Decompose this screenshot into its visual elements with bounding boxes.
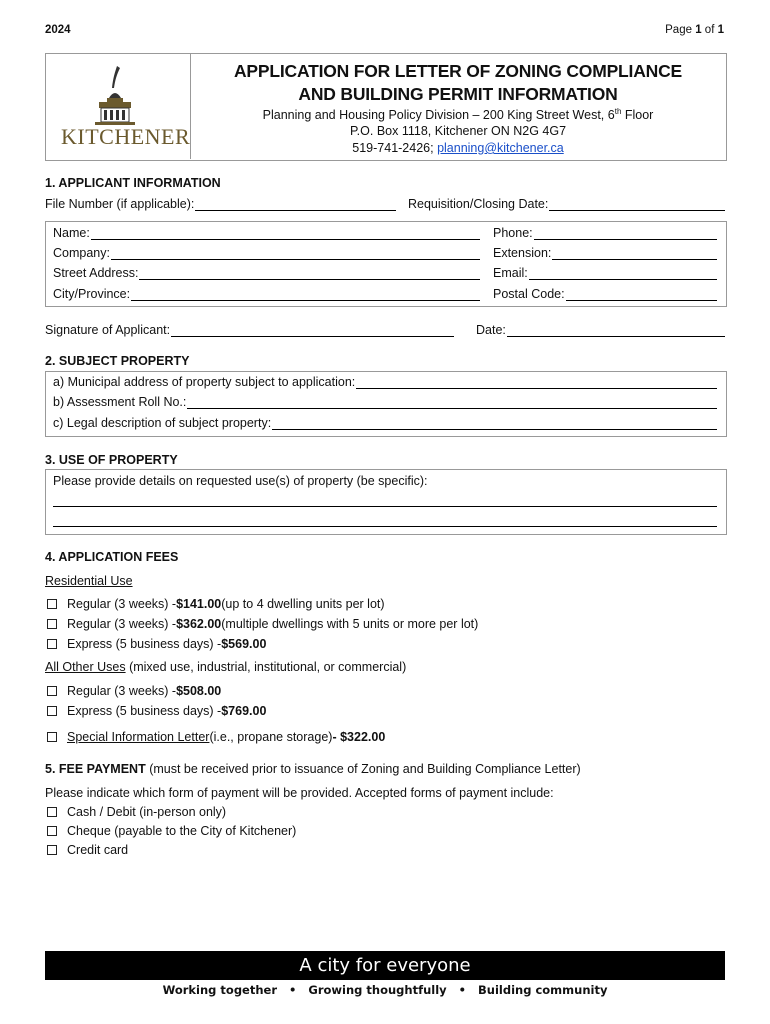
email-field[interactable]: Email: <box>493 266 717 280</box>
section3-heading: 3. USE OF PROPERTY <box>45 453 178 467</box>
checkbox[interactable] <box>47 706 57 716</box>
payment-prompt: Please indicate which form of payment will be provided. Accepted forms of payment include: <box>45 786 554 800</box>
option-residential-express[interactable]: Express (5 business days) - $569.00 <box>47 637 266 651</box>
street-address-field[interactable]: Street Address: <box>53 266 480 280</box>
city-province-field[interactable]: City/Province: <box>53 287 480 301</box>
checkbox[interactable] <box>47 826 57 836</box>
checkbox[interactable] <box>47 845 57 855</box>
extension-field[interactable]: Extension: <box>493 246 717 260</box>
checkbox[interactable] <box>47 732 57 742</box>
footer-slogan: A city for everyone <box>299 955 471 976</box>
section5-heading: 5. FEE PAYMENT (must be received prior to issuance of Zoning and Building Compliance Letter) <box>45 762 581 776</box>
option-other-express[interactable]: Express (5 business days) - $769.00 <box>47 704 266 718</box>
footer-banner <box>45 951 725 980</box>
phone-field[interactable]: Phone: <box>493 226 717 240</box>
page-indicator: Page 1 of 1 <box>665 24 724 36</box>
section4-heading: 4. APPLICATION FEES <box>45 550 179 564</box>
company-field[interactable]: Company: <box>53 246 480 260</box>
section1-heading: 1. APPLICANT INFORMATION <box>45 176 221 190</box>
footer-tagline: Working together • Growing thoughtfully • Building community <box>162 983 608 997</box>
checkbox[interactable] <box>47 619 57 629</box>
file-number-field[interactable]: File Number (if applicable): <box>45 197 396 211</box>
logo-wordmark: KITCHENER <box>61 124 191 149</box>
form-title-line2: AND BUILDING PERMIT INFORMATION <box>298 84 618 104</box>
checkbox[interactable] <box>47 686 57 696</box>
use-prompt: Please provide details on requested use(s) of property (be specific): <box>53 474 428 488</box>
signature-field[interactable]: Signature of Applicant: <box>45 323 454 337</box>
name-field[interactable]: Name: <box>53 226 480 240</box>
other-uses-label: All Other Uses (mixed use, industrial, institutional, or commercial) <box>45 660 407 674</box>
option-credit-card[interactable]: Credit card <box>47 843 128 857</box>
checkbox[interactable] <box>47 807 57 817</box>
section2-heading: 2. SUBJECT PROPERTY <box>45 354 190 368</box>
option-cash-debit[interactable]: Cash / Debit (in-person only) <box>47 805 226 819</box>
checkbox[interactable] <box>47 639 57 649</box>
checkbox[interactable] <box>47 599 57 609</box>
year-label: 2024 <box>45 24 71 36</box>
option-other-regular[interactable]: Regular (3 weeks) - $508.00 <box>47 684 221 698</box>
legal-description-field[interactable]: c) Legal description of subject property: <box>53 416 717 430</box>
use-line-1[interactable] <box>53 506 717 507</box>
municipal-address-field[interactable]: a) Municipal address of property subject to application: <box>53 375 717 389</box>
contact-line: 519-741-2426; planning@kitchener.ca <box>352 141 564 155</box>
postal-code-field[interactable]: Postal Code: <box>493 287 717 301</box>
option-cheque[interactable]: Cheque (payable to the City of Kitchener) <box>47 824 296 838</box>
option-special-letter[interactable]: Special Information Letter (i.e., propane storage) - $322.00 <box>47 730 385 744</box>
option-residential-regular-362[interactable]: Regular (3 weeks) - $362.00 (multiple dwellings with 5 units or more per lot) <box>47 617 478 631</box>
requisition-date-field[interactable]: Requisition/Closing Date: <box>408 197 725 211</box>
use-line-2[interactable] <box>53 526 717 527</box>
residential-use-label: Residential Use <box>45 574 133 588</box>
form-title-line1: APPLICATION FOR LETTER OF ZONING COMPLIANCE <box>233 61 682 81</box>
division-address: Planning and Housing Policy Division – 200 King Street West, 6th Floor <box>262 107 654 123</box>
email-link[interactable]: planning@kitchener.ca <box>437 141 564 155</box>
assessment-roll-field[interactable]: b) Assessment Roll No.: <box>53 395 717 409</box>
date-field[interactable]: Date: <box>476 323 725 337</box>
option-residential-regular-141[interactable]: Regular (3 weeks) - $141.00 (up to 4 dwelling units per lot) <box>47 597 385 611</box>
po-box: P.O. Box 1118, Kitchener ON N2G 4G7 <box>349 124 567 138</box>
kitchener-logo <box>55 58 191 153</box>
